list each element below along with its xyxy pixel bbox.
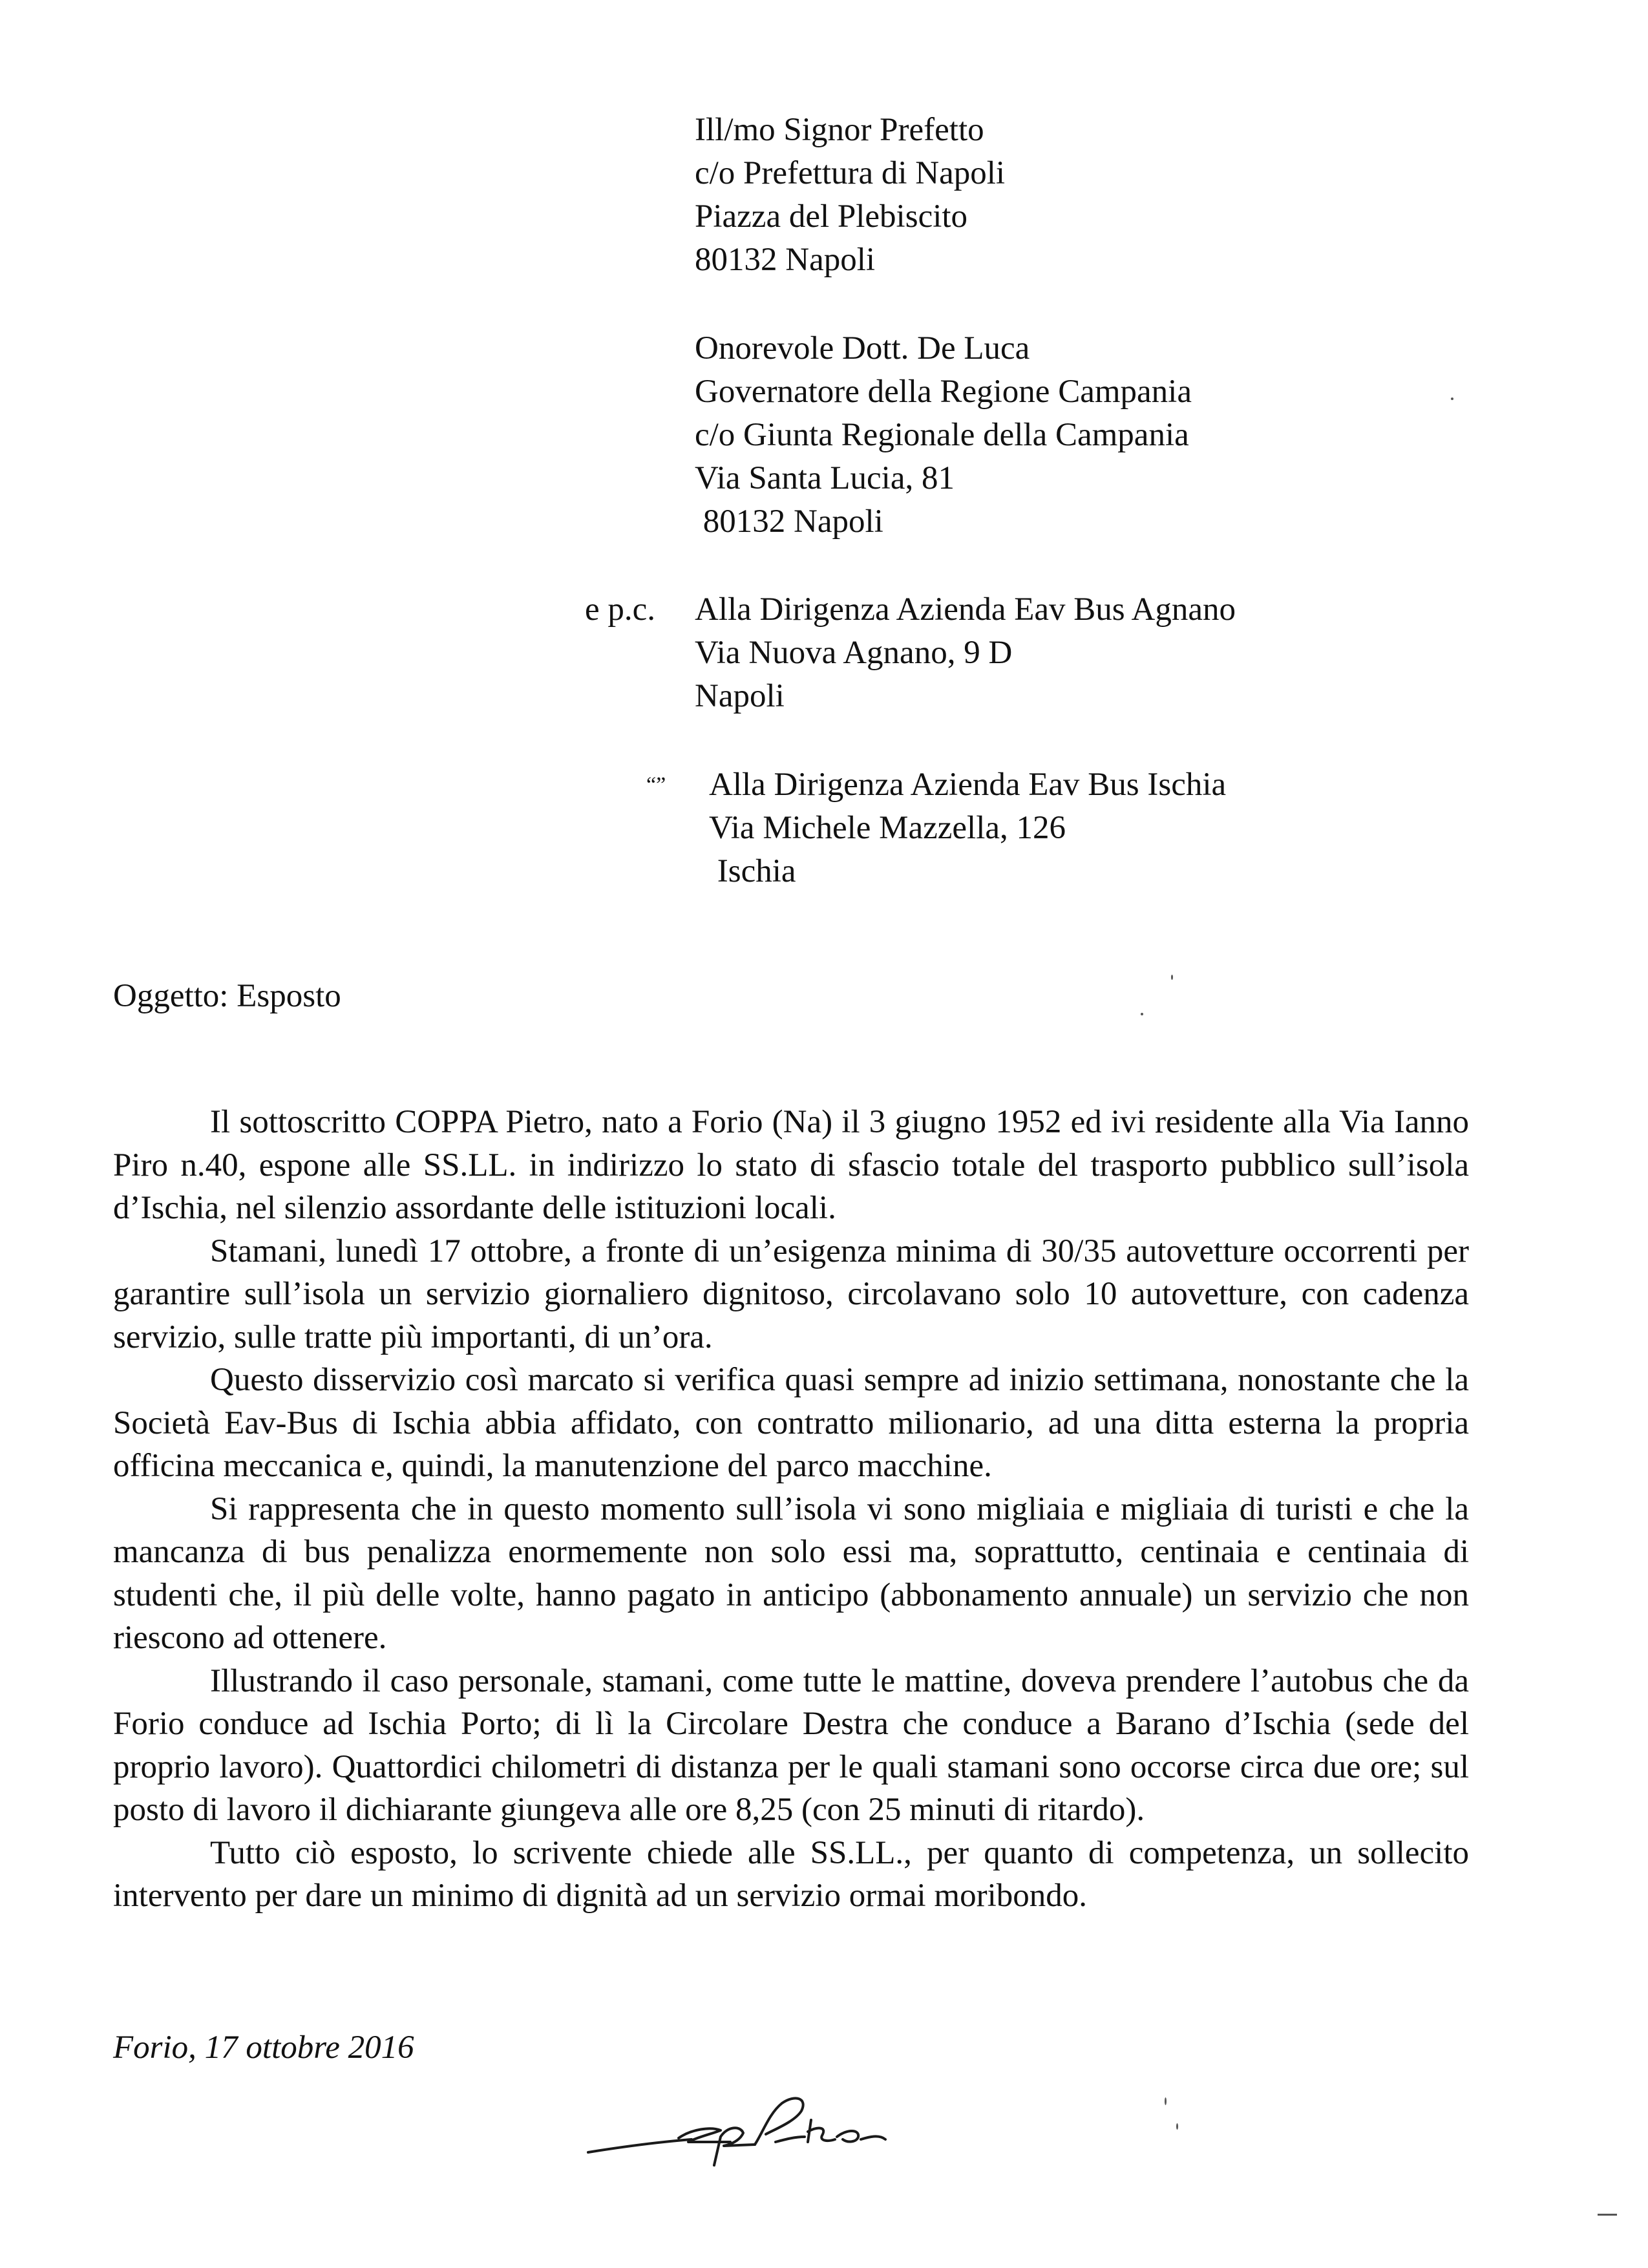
recipient-line: 80132 Napoli [695, 503, 883, 540]
scan-speck [1176, 2123, 1178, 2130]
cc-prefix: e p.c. [585, 591, 656, 628]
body-paragraph: Tutto ciò esposto, lo scrivente chiede alle SS.LL., per quanto di competenza, un sollecito intervento per dare un minimo di dignità ad un servizio ormai moribondo. [113, 1834, 1469, 1914]
letter-body [113, 1101, 1469, 1918]
recipient-governatore [695, 327, 1192, 544]
recipient-line: Piazza del Plebiscito [695, 198, 968, 235]
recipient-line: c/o Prefettura di Napoli [695, 155, 1006, 191]
recipient-line: Governatore della Regione Campania [695, 374, 1192, 410]
recipient-line: Ischia [709, 853, 796, 889]
recipient-prefetto [695, 109, 1005, 282]
recipient-line: Via Santa Lucia, 81 [695, 460, 955, 496]
body-paragraph: Si rappresenta che in questo momento sull’isola vi sono migliaia e migliaia di turisti e che la mancanza di bus penalizza enormemente non solo essi ma, soprattutto, centinaia e centinaia di studenti che, il più delle volte, hanno pagato in anticipo (abbonamento annuale) un servizio che non riescono ad ottenere. [113, 1490, 1469, 1656]
body-paragraph: Il sottoscritto COPPA Pietro, nato a Forio (Na) il 3 giugno 1952 ed ivi residente alla Via Ianno Piro n.40, espone alle SS.LL. in indirizzo lo stato di sfascio totale del trasporto pubblico sull’isola d’Ischia, nel silenzio assordante delle istituzioni locali. [113, 1104, 1469, 1226]
recipient-line: Napoli [695, 678, 785, 714]
scan-speck [1451, 397, 1453, 400]
body-paragraph: Illustrando il caso personale, stamani, come tutte le mattine, doveva prendere l’autobus che da Forio conduce ad Ischia Porto; di lì la Circolare Destra che conduce a Barano d’Ischia (sede del proprio lavoro). Quattordici chilometri di distanza per le quali stamani sono occorse circa due ore; sul posto di lavoro il dichiarante giungeva alle ore 8,25 (con 25 minuti di ritardo). [113, 1662, 1469, 1828]
handwritten-signature-icon [582, 2075, 918, 2178]
recipient-line: Ill/mo Signor Prefetto [695, 112, 984, 148]
recipient-line: c/o Giunta Regionale della Campania [695, 417, 1189, 453]
recipient-line: Via Michele Mazzella, 126 [709, 810, 1066, 846]
body-paragraph: Questo disservizio così marcato si verifica quasi sempre ad inizio settimana, nonostante che la Società Eav-Bus di Ischia abbia affidato, con contratto milionario, ad una ditta esterna la propria officina meccanica e, quindi, la manutenzione del parco macchine. [113, 1362, 1469, 1484]
scan-speck [1165, 2097, 1167, 2105]
recipient-line: 80132 Napoli [695, 242, 876, 278]
recipient-line: Via Nuova Agnano, 9 D [695, 635, 1013, 671]
recipient-line: Alla Dirigenza Azienda Eav Bus Agnano [695, 591, 1236, 628]
place-date: Forio, 17 ottobre 2016 [113, 2030, 414, 2066]
recipient-eav-agnano [695, 588, 1236, 718]
ditto-mark: “” [646, 773, 666, 797]
recipient-eav-ischia [709, 763, 1226, 893]
body-paragraph: Stamani, lunedì 17 ottobre, a fronte di un’esigenza minima di 30/35 autovetture occorrenti per garantire sull’isola un servizio giornaliero dignitoso, circolavano solo 10 autovetture, con cadenza servizio, sulle tratte più importanti, di un’ora. [113, 1233, 1469, 1355]
recipient-line: Alla Dirigenza Azienda Eav Bus Ischia [709, 767, 1227, 803]
scan-speck [1598, 2214, 1617, 2216]
scan-speck [1141, 1013, 1143, 1015]
subject-line: Oggetto: Esposto [113, 978, 341, 1014]
scan-speck [1171, 975, 1173, 980]
recipient-line: Onorevole Dott. De Luca [695, 330, 1030, 366]
